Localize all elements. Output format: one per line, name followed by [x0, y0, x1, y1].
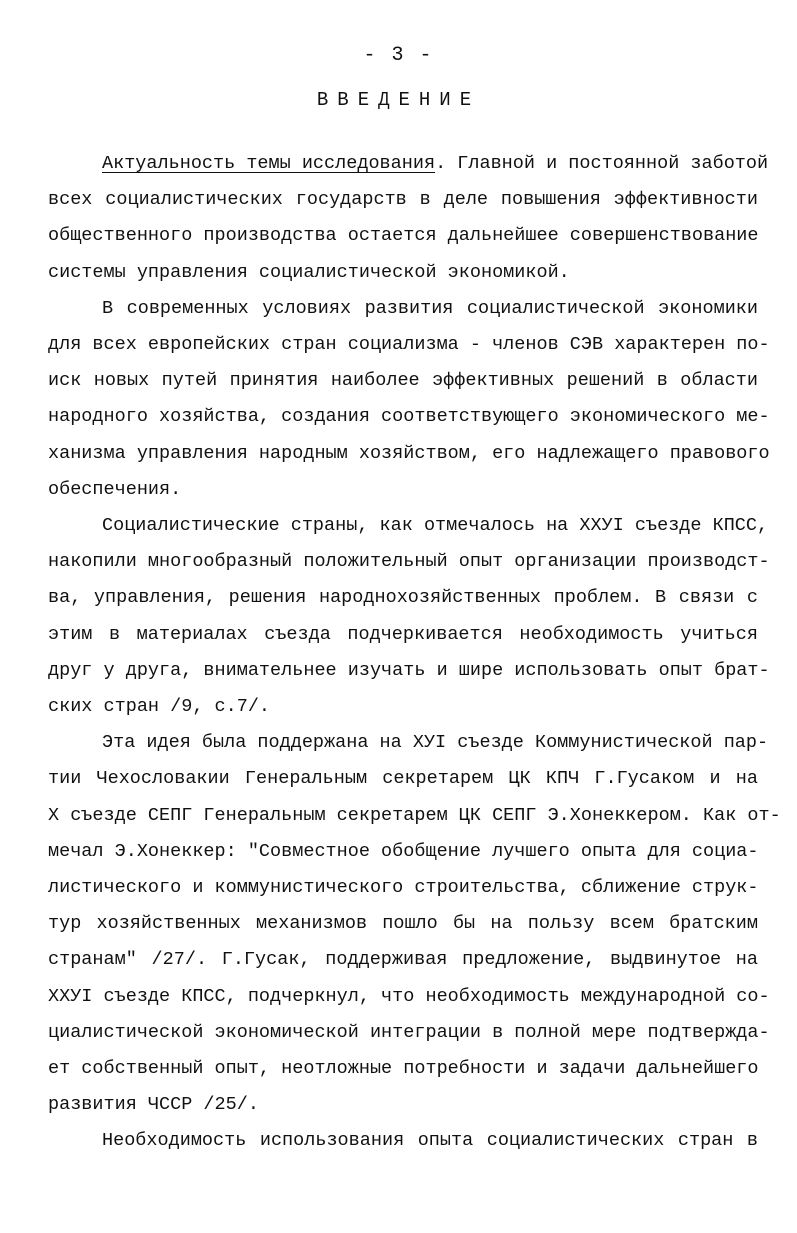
- text-line: Социалистические страны, как отмечалось на ХХУI съезде КПСС,: [102, 515, 769, 537]
- text-line: странам" /27/. Г.Гусак, поддерживая предложение, выдвинутое на: [48, 949, 758, 971]
- text-line: мечал Э.Хонеккер: "Совместное обобщение лучшего опыта для социа-: [48, 840, 759, 862]
- text-line: ских стран /9, с.7/.: [48, 696, 271, 718]
- paragraph-congress-support: [48, 725, 781, 1123]
- text-line: обеспечения.: [48, 478, 182, 500]
- paragraph-modern-conditions: [48, 291, 770, 508]
- body-text: [48, 146, 781, 1160]
- text-line: ет собственный опыт, неотложные потребности и задачи дальнейшего: [48, 1058, 759, 1080]
- text-line: ханизма управления народным хозяйством, его надлежащего правового: [48, 442, 770, 464]
- text-line: Необходимость использования опыта социалистических стран в: [102, 1130, 758, 1152]
- text-line: этим в материалах съезда подчеркивается необходимость учиться: [48, 623, 758, 645]
- text-line: народного хозяйства, создания соответствующего экономического ме-: [48, 406, 770, 428]
- text-line: тур хозяйственных механизмов пошло бы на пользу всем братским: [48, 913, 758, 935]
- text-line: иск новых путей принятия наиболее эффективных решений в области: [48, 370, 758, 392]
- text-line: накопили многообразный положительный опыт организации производст-: [48, 551, 770, 573]
- text-line: Эта идея была поддержана на ХУI съезде Коммунистической пар-: [102, 732, 769, 754]
- text-line: всех социалистических государств в деле повышения эффективности: [48, 189, 758, 211]
- text-line: тии Чехословакии Генеральным секретарем ЦК КПЧ Г.Гусаком и на: [48, 768, 758, 790]
- text-line-rest: . Главной и постоянной заботой: [435, 153, 769, 174]
- text-line: [48, 146, 769, 182]
- text-line: циалистической экономической интеграции в полной мере подтвержда-: [48, 1021, 770, 1043]
- text-line: ХХУI съезде КПСС, подчеркнул, что необходимость международной со-: [48, 985, 770, 1007]
- relevance-lead: Актуальность темы исследования: [102, 153, 436, 174]
- page-number: - 3 -: [363, 44, 434, 67]
- text-line: для всех европейских стран социализма - членов СЭВ характерен по-: [48, 334, 770, 356]
- text-line: ва, управления, решения народнохозяйственных проблем. В связи с: [48, 587, 758, 609]
- section-heading: ВВЕДЕНИЕ: [316, 89, 481, 111]
- paragraph-socialist-countries: [48, 508, 770, 725]
- text-line: системы управления социалистической экономикой.: [48, 261, 570, 283]
- text-line: друг у друга, внимательнее изучать и шире использовать опыт брат-: [48, 659, 770, 681]
- text-line: Х съезде СЕПГ Генеральным секретарем ЦК СЕПГ Э.Хонеккером. Как от-: [48, 804, 781, 826]
- text-line: листического и коммунистического строительства, сближение струк-: [48, 877, 759, 899]
- paragraph-necessity: [48, 1123, 758, 1159]
- text-line: В современных условиях развития социалистической экономики: [102, 297, 758, 319]
- paragraph-relevance: [48, 146, 769, 291]
- text-line: общественного производства остается дальнейшее совершенствование: [48, 225, 759, 247]
- text-line: развития ЧССР /25/.: [48, 1094, 259, 1116]
